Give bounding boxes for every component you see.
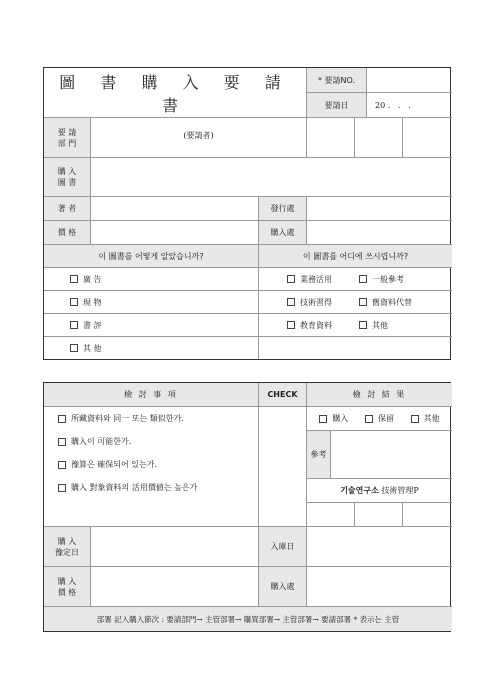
checkbox-icon[interactable] [287,275,295,283]
dept-label-line1: 要 請 [57,127,77,137]
purchase-price-line1: 購 入 [57,576,77,586]
approval-sign-1[interactable] [307,503,355,527]
usage-row-3 [259,314,452,337]
plan-date-label [44,527,91,567]
publisher-field[interactable] [307,197,452,221]
publisher-label: 發行處 [259,197,307,221]
option-label: 業務活用 [300,274,332,284]
purchase-price-line2: 價 格 [57,587,77,597]
approval-sign-2[interactable] [355,503,403,527]
result-option-purchase[interactable] [319,413,348,424]
plan-date-line2: 豫定日 [55,547,79,557]
form-title: 圖 書 購 入 要 請 書 [44,68,307,118]
option-label: 購入 [332,414,349,423]
vendor-label: 購入處 [259,221,307,245]
checkbox-icon[interactable] [411,415,419,423]
option-label: 保留 [377,414,394,423]
purchase-price-field[interactable] [91,567,259,607]
receive-date-field[interactable] [307,527,452,567]
review-item-value[interactable] [58,482,197,493]
check-column[interactable] [259,407,307,527]
checkbox-icon[interactable] [287,321,295,329]
plan-date-field[interactable] [91,527,259,567]
review-item-availability[interactable] [58,436,131,447]
author-field[interactable] [91,197,259,221]
usage-option-work[interactable] [287,274,359,285]
usage-row-4 [259,337,452,359]
request-date-label: 要請日 [307,93,367,118]
checkbox-icon[interactable] [58,484,66,492]
request-form [43,67,451,360]
signature-box-3[interactable] [403,118,452,158]
review-item-label: 所藏資料와 同一 또는 類似한가. [71,414,184,423]
option-label: 書 評 [83,320,102,330]
checkbox-icon[interactable] [70,298,78,306]
checkbox-icon[interactable] [70,344,78,352]
option-label: 其他 [423,414,440,423]
how-known-option-ad[interactable] [44,268,259,291]
checkbox-icon[interactable] [319,415,327,423]
checkbox-icon[interactable] [70,321,78,329]
usage-row-1 [259,268,452,291]
book-label-line1: 購 入 [57,167,77,176]
usage-option-education[interactable] [287,320,359,331]
checkbox-icon[interactable] [58,415,66,423]
requester-label: (要請者) [183,131,214,140]
option-label: 舊資料代替 [372,297,412,307]
review-form [43,382,451,632]
option-label: 技術習得 [300,297,332,307]
option-label: 其 他 [83,343,102,353]
purchase-vendor-field[interactable] [307,567,452,607]
remarks-label: 參考 [307,431,331,479]
check-header: CHECK [259,383,307,407]
vendor-field[interactable] [307,221,452,245]
checkbox-icon[interactable] [58,461,66,469]
approval-org: 기술연구소 [340,486,379,495]
signature-box-1[interactable] [307,118,355,158]
price-label: 價 格 [44,221,91,245]
procedure-footer: 部署 記入購入節次 : 要請部門→ 主管部署→ 購買部署→ 主管部署→ 要請部署 * 表示는 主管 [44,607,452,631]
dept-label [44,118,91,158]
purchase-vendor-label: 購入處 [259,567,307,607]
review-item-duplicate[interactable] [58,413,184,424]
request-no-field[interactable] [367,68,452,93]
checkbox-icon[interactable] [359,275,367,283]
checkbox-icon[interactable] [359,298,367,306]
result-header: 檢 討 結 果 [307,383,452,407]
review-item-label: 購入 對象資料의 活用價値는 높은가 [71,483,198,492]
result-options [307,407,452,431]
dept-label-line2: 部 門 [57,138,77,148]
how-known-option-review[interactable] [44,314,259,337]
checkbox-icon[interactable] [70,275,78,283]
review-item-label: 購入이 可能한가. [71,437,132,446]
result-option-hold[interactable] [365,413,394,424]
checkbox-icon[interactable] [287,298,295,306]
review-item-label: 豫算은 確保되어 있는가. [71,460,157,469]
review-item-budget[interactable] [58,459,157,470]
price-field[interactable] [91,221,259,245]
review-items [44,407,259,527]
approval-sign-3[interactable] [403,503,452,527]
remarks-field[interactable] [331,431,452,479]
checkbox-icon[interactable] [359,321,367,329]
book-label [44,158,91,197]
plan-date-line1: 購 入 [57,536,77,546]
checkbox-icon[interactable] [58,438,66,446]
how-known-header: 이 圖書를 어떻게 알았습니까? [44,245,259,268]
review-header: 檢 討 事 項 [44,383,259,407]
result-option-other[interactable] [411,413,440,424]
option-label: 教育資料 [300,320,332,330]
option-label: 一般參考 [372,274,404,284]
usage-header: 이 圖書를 어디에 쓰시렵니까? [259,245,452,268]
how-known-option-other[interactable] [44,337,259,359]
how-known-option-item[interactable] [44,291,259,314]
usage-option-other[interactable] [359,320,388,331]
option-label: 其他 [372,320,388,330]
checkbox-icon[interactable] [365,415,373,423]
usage-option-replace[interactable] [359,297,412,308]
usage-option-tech[interactable] [287,297,359,308]
book-label-line2: 圖 書 [57,178,77,187]
receive-date-label: 入庫日 [259,527,307,567]
dept-field[interactable] [91,118,307,158]
option-label: 廣 告 [83,274,102,284]
author-label: 著 者 [44,197,91,221]
usage-row-2 [259,291,452,314]
approval-label [307,479,452,503]
signature-box-2[interactable] [355,118,403,158]
book-field[interactable] [91,158,452,197]
request-no-label: * 要請NO. [307,68,367,93]
option-label: 現 物 [83,297,102,307]
approval-dept: 技術管理P [378,486,419,495]
purchase-price-label [44,567,91,607]
usage-option-reference[interactable] [359,274,404,285]
request-date-field[interactable]: 20 . . . [367,93,452,118]
